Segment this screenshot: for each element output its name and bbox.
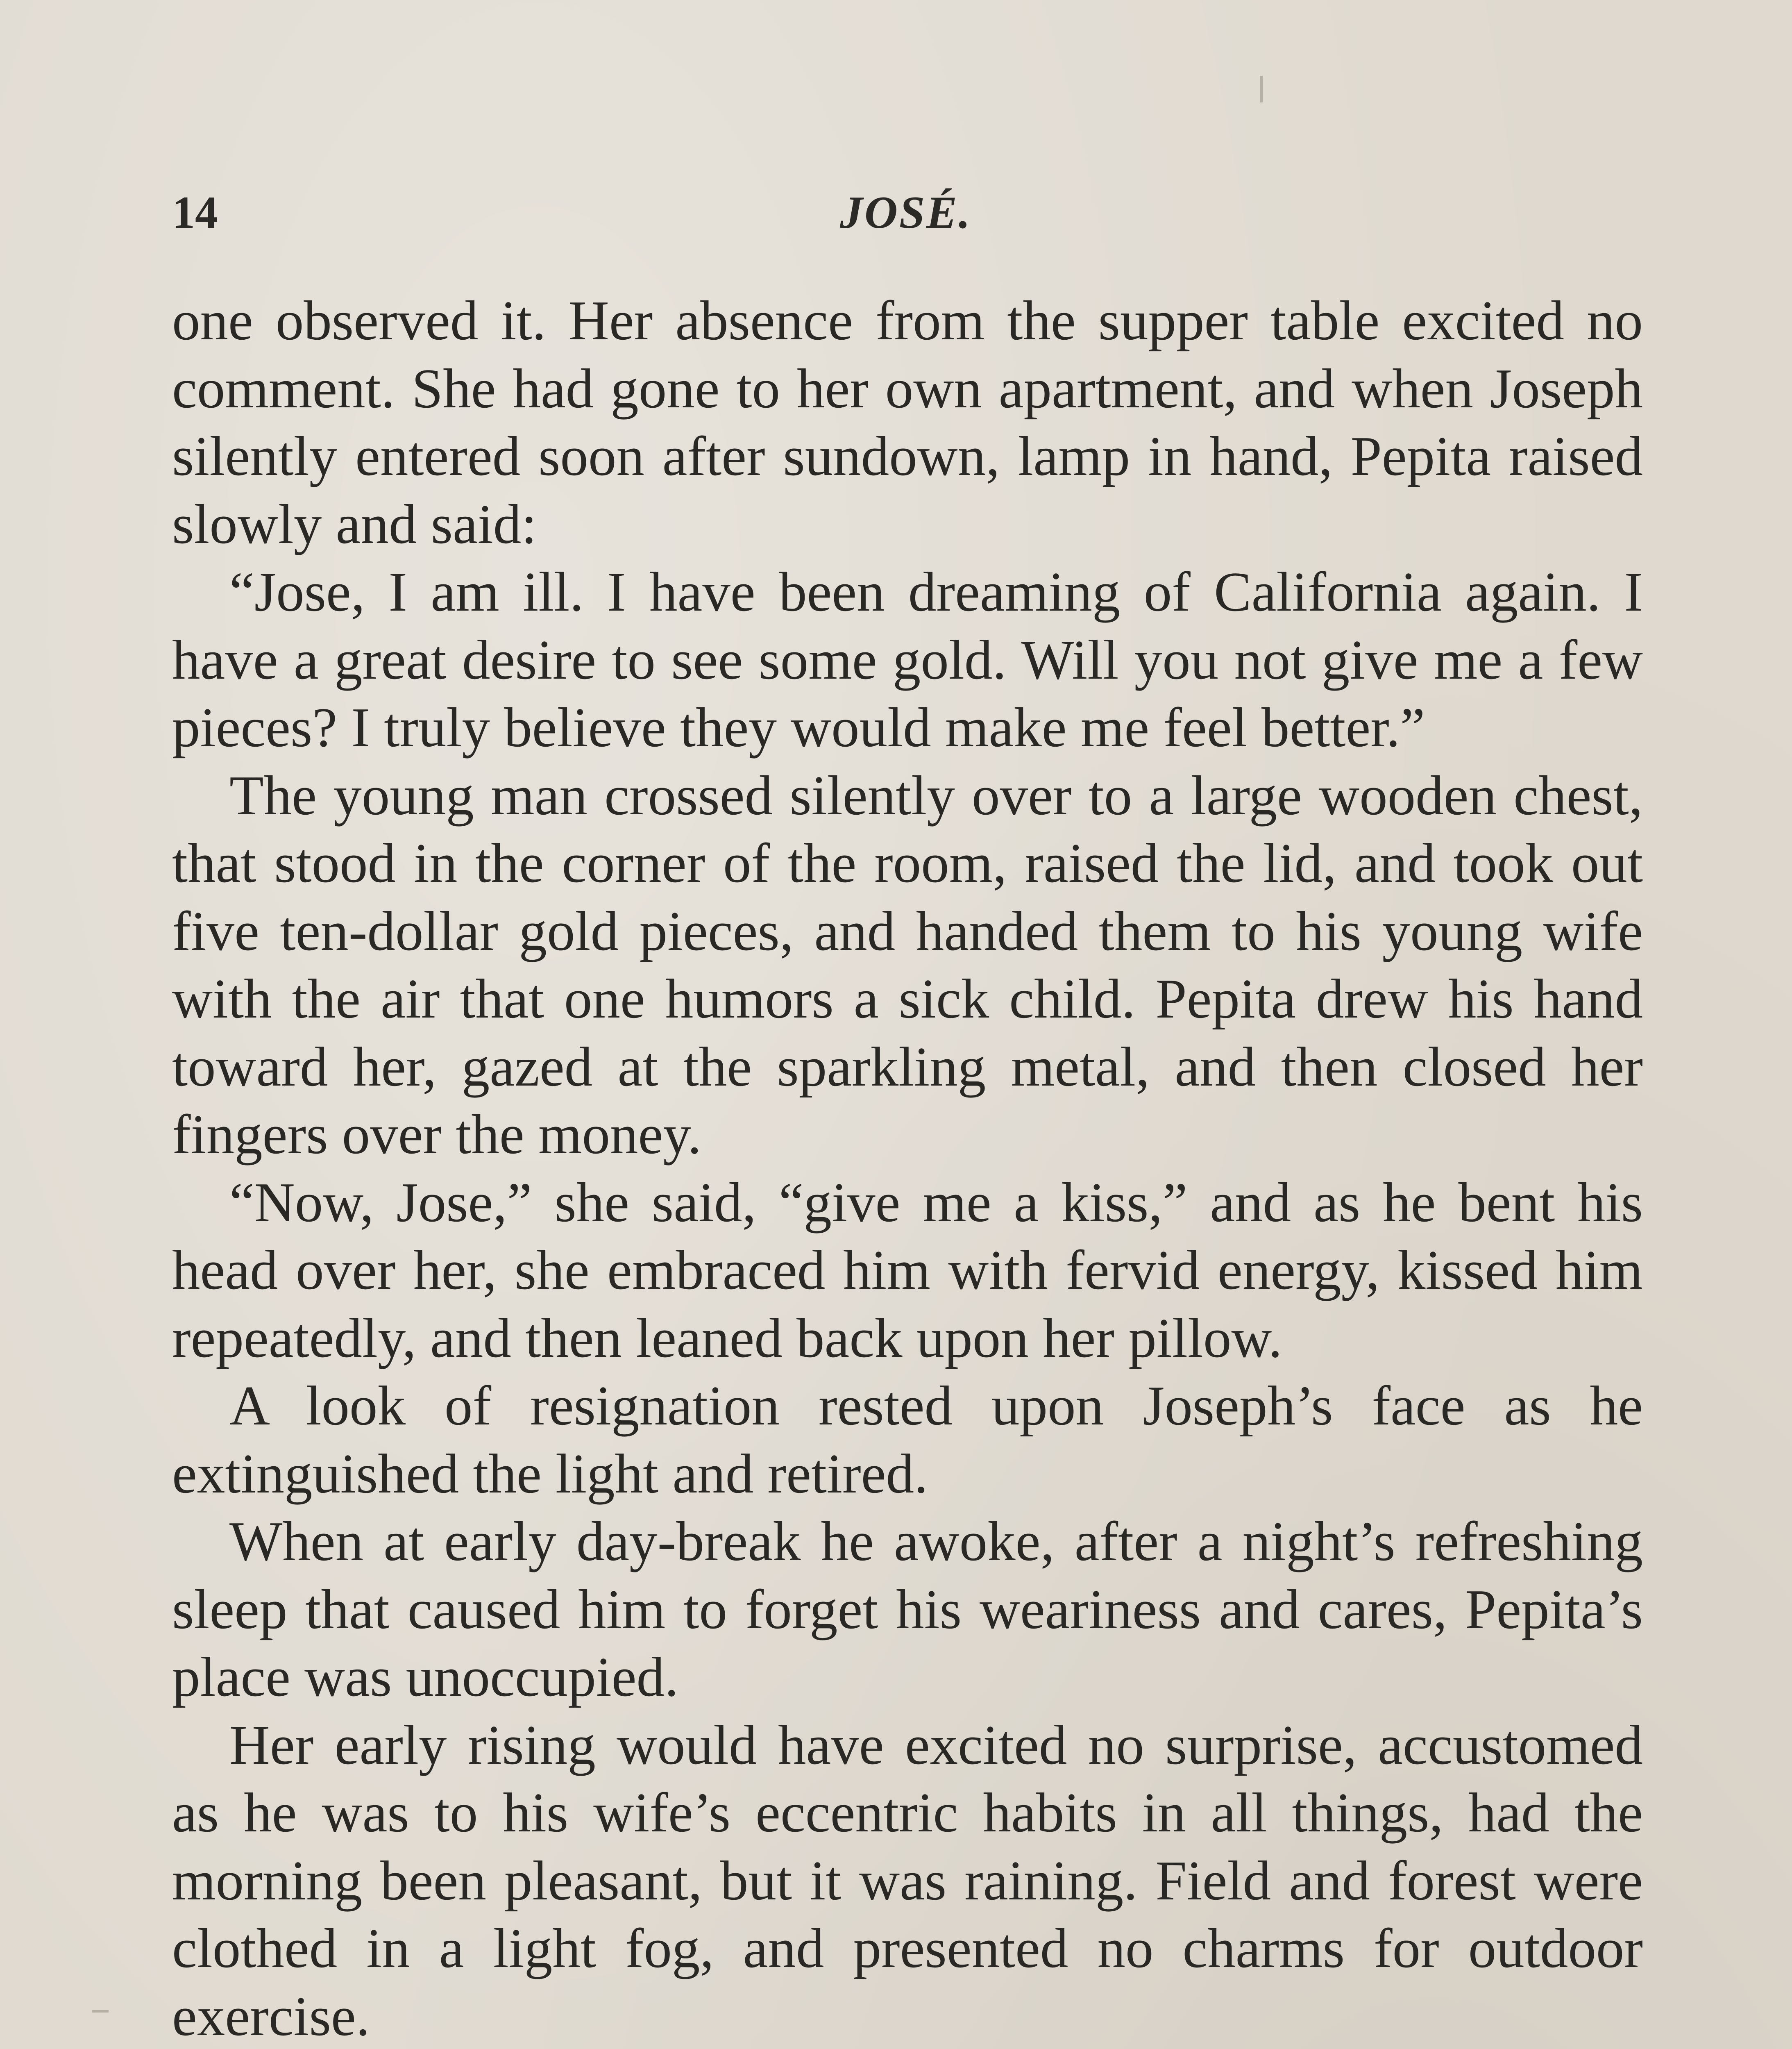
paragraph: When at early day-break he awoke, after a night’s refreshing sleep that caused him to forget his weariness and cares, Pepita’s place was unoccupied. xyxy=(172,1510,1643,1708)
paper-speck xyxy=(92,2010,109,2013)
body-text xyxy=(172,287,1643,2049)
paragraph: A look of resignation rested upon Joseph’s face as he extinguished the light and retired. xyxy=(172,1374,1643,1505)
paragraph: The young man crossed silently over to a large wooden chest, that stood in the corner of the room, raised the lid, and took out five ten-dollar gold pieces, and handed them to his young wife with the air that one humors a sick child. Pepita drew his hand toward her, gazed at the sparkling metal, and then closed her fingers over the money. xyxy=(172,764,1643,1165)
running-title: JOSÉ. xyxy=(840,187,972,238)
paper-speck xyxy=(1260,76,1263,102)
paragraph: “Jose, I am ill. I have been dreaming of California again. I have a great desire to see some gold. Will you not give me a few pieces? I truly believe they would make me feel better.” xyxy=(172,561,1643,759)
paragraph: one observed it. Her absence from the supper table excited no comment. She had gone to her own apartment, and when Joseph silently entered soon after sundown, lamp in hand, Pepita raised slowly and said: xyxy=(172,289,1643,555)
page-header xyxy=(172,186,1639,248)
paragraph: Her early rising would have excited no surprise, accustomed as he was to his wife’s eccentric habits in all things, had the morning been pleasant, but it was raining. Field and forest were clothed in a light fog, and presented no charms for outdoor exercise. xyxy=(172,1713,1643,2047)
page-number: 14 xyxy=(172,187,218,238)
paragraph: “Now, Jose,” she said, “give me a kiss,” and as he bent his head over her, she embraced him with fervid energy, kissed him repeatedly, and then leaned back upon her pillow. xyxy=(172,1171,1643,1369)
